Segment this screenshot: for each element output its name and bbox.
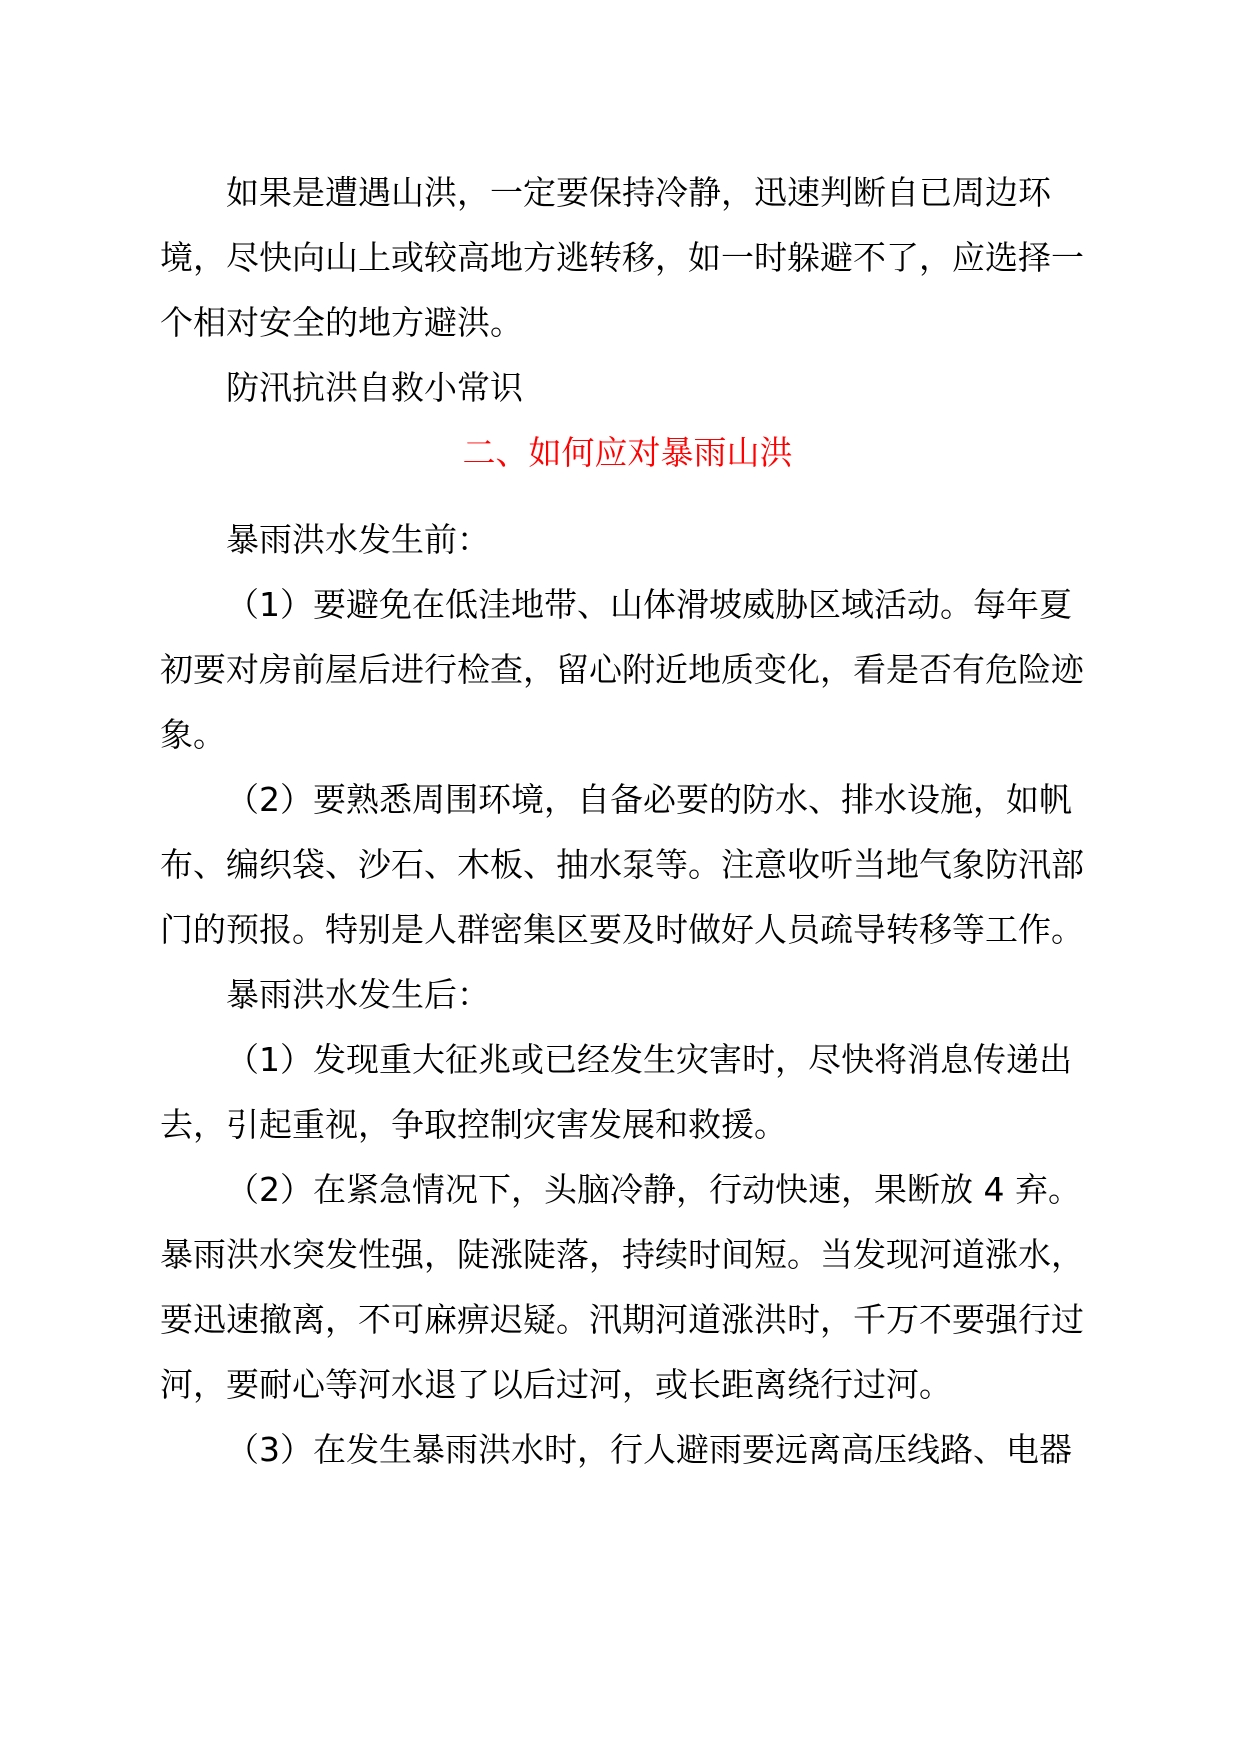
section-heading: 二、如何应对暴雨山洪 [462,433,793,472]
paragraph-mountain-flood: 如果是遭遇山洪，一定要保持冷静，迅速判断自已周边环境，尽快向山上或较高地方逃转移，如一时躲避不了，应选择一个相对安全的地方避洪。 [160,173,1084,342]
paragraph-after-flood-item-3: （3）在发生暴雨洪水时，行人避雨要远离高压线路、电器 [226,1430,1072,1469]
paragraph-before-flood-label: 暴雨洪水发生前： [226,520,490,559]
paragraph-after-flood-item-2: （2）在紧急情况下，头脑冷静，行动快速，果断放 4 弃。暴雨洪水突发性强，陡涨陡落，持续时间短。当发现河道涨水，要迅速撤离，不可麻痹迟疑。汛期河道涨洪时，千万不要强行过河，要耐心等河水退了以后过河，或长距离绕行过河。 [160,1170,1084,1404]
paragraph-before-flood-item-1: （1）要避免在低洼地带、山体滑坡威胁区域活动。每年夏初要对房前屋后进行检查，留心附近地质变化，看是否有危险迹象。 [160,585,1084,754]
document-page [160,160,1095,1482]
paragraph-before-flood-item-2: （2）要熟悉周围环境，自备必要的防水、排水设施，如帆布、编织袋、沙石、木板、抽水泵等。注意收听当地气象防汛部门的预报。特别是人群密集区要及时做好人员疏导转移等工作。 [160,780,1084,949]
paragraph-after-flood-item-1: （1）发现重大征兆或已经发生灾害时，尽快将消息传递出去，引起重视，争取控制灾害发展和救援。 [160,1040,1072,1144]
paragraph-after-flood-label: 暴雨洪水发生后： [226,975,490,1014]
paragraph-self-rescue-tips: 防汛抗洪自救小常识 [226,368,523,407]
